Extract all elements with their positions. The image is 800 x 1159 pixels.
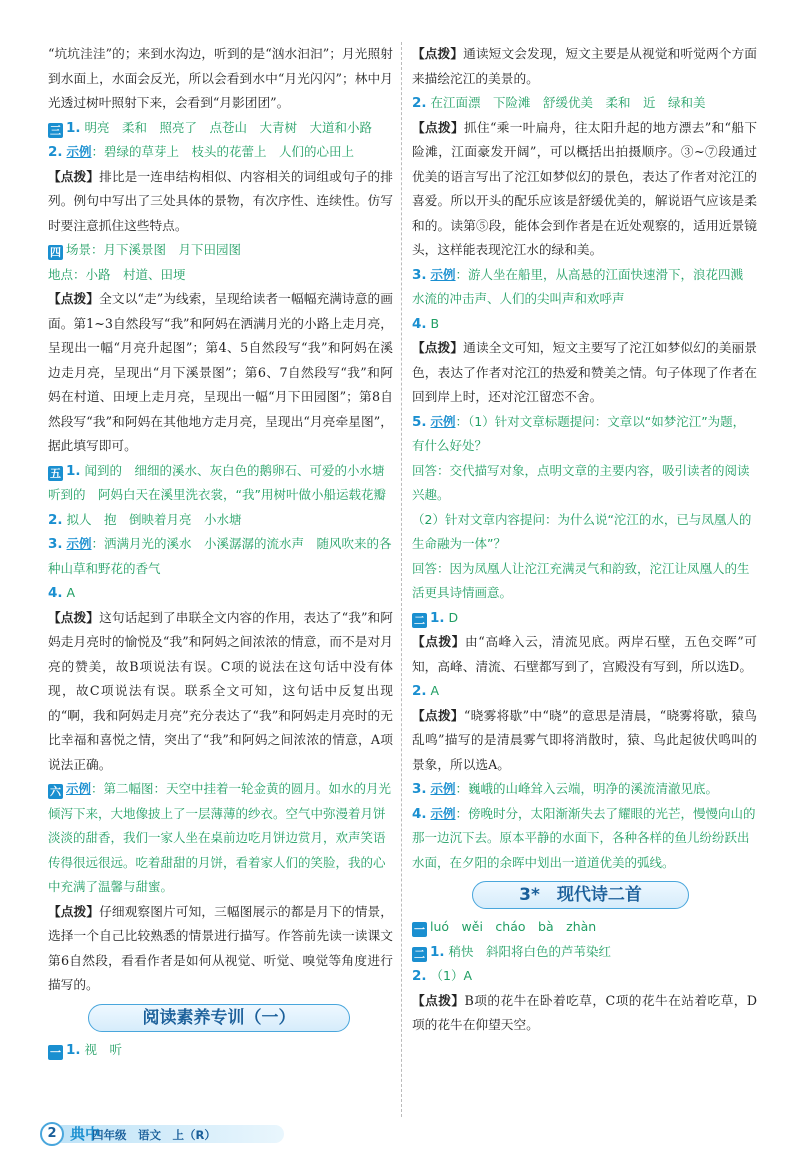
section-title: 3* 现代诗二首 <box>472 881 689 909</box>
page-footer <box>40 1120 290 1146</box>
answer-line <box>412 312 757 337</box>
publisher-logo: 典中 <box>70 1125 101 1143</box>
answer-text: 明亮 柔和 照亮了 点苍山 大青树 大道和小路 <box>84 119 373 135</box>
answer-text: ：第二幅图：天空中挂着一轮金黄的圆月。如水的月光倾泻下来，大地像披上了一层薄薄的纱衣。空气中弥漫着月饼淡淡的甜香，我们一家人坐在桌前边吃月饼边赏月，欢声笑语传得很远很远。吃着甜甜的月饼，看着家人们的笑脸，我的心中充满了温馨与甜蜜。 <box>48 781 392 894</box>
hint-paragraph <box>412 42 757 91</box>
example-label: 示例 <box>430 413 456 429</box>
question-number: 2. <box>412 95 427 111</box>
hint-text: “晓雾将歇”中“晓”的意思是清晨，“晓雾将歇，猿鸟乱鸣”描写的是清晨雾气即将消散时，猿、鸟此起彼伏鸣叫的景象，所以选A。 <box>412 707 757 772</box>
answer-line <box>412 410 757 459</box>
example-label: 示例 <box>66 536 92 551</box>
hint-text: 这句话起到了串联全文内容的作用，表达了“我”和阿妈走月亮时的愉悦及“我”和阿妈之间浓浓的情意，而不是对月亮的赞美，故B项说法有误。C项的说法在这句话中没有体现，故C项说法有误。联系全文可知，这句话中反复出现的“啊，我和阿妈走月亮”充分表达了“我”和阿妈走月亮时的无比幸福和喜悦之情，突出了“我”和阿妈之间浓浓的情意，A项说法正确。 <box>48 609 393 772</box>
section-number-badge: 二 <box>414 947 425 961</box>
hint-text: 通读短文会发现，短文主要是从视觉和听觉两个方面来描绘沱江的美景的。 <box>412 46 757 86</box>
answer-line <box>412 263 757 312</box>
question-number: 1. <box>430 609 445 626</box>
answer-text: ：游人坐在船里，从高悬的江面快速滑下，浪花四溅 水流的冲击声、人们的尖叫声和欢呼声 <box>412 266 756 306</box>
hint-label: 【点拨】 <box>412 707 464 723</box>
answer-line <box>48 508 393 533</box>
example-label: 示例 <box>430 266 456 282</box>
answer-text: 拟人 抱 倒映着月亮 小水塘 <box>66 511 242 527</box>
section-number-badge: 一 <box>50 1045 61 1059</box>
question-number: 1. <box>430 943 445 960</box>
hint-label: 【点拨】 <box>412 46 464 61</box>
left-column <box>48 42 398 1062</box>
answer-text: ：巍峨的山峰耸入云端，明净的溪流清澈见底。 <box>455 781 719 796</box>
answer-text: ：傍晚时分，太阳渐渐失去了耀眼的光芒，慢慢向山的那一边沉下去。原本平静的水面下，各种各样的鱼儿纷纷跃出水面，在夕阳的余晖中划出一道道优美的弧线。 <box>412 805 756 870</box>
question-number: 1. <box>66 462 81 479</box>
answer-text: 闻到的 细细的溪水、灰白色的鹅卵石、可爱的小水塘 听到的 阿妈白天在溪里洗衣裳，“我”用树叶做小船运载花瓣 <box>48 462 398 502</box>
answer-line <box>412 915 757 940</box>
answer-line: 回答：因为凤凰人让沱江充满灵气和韵致，沱江让凤凰人的生活更具诗情画意。 <box>412 560 750 600</box>
answer-text: D <box>448 609 459 625</box>
hint-paragraph <box>48 165 393 239</box>
answer-line <box>48 532 393 581</box>
example-label: 示例 <box>66 781 92 796</box>
question-number: 2. <box>412 968 427 984</box>
question-number: 2. <box>412 683 427 699</box>
hint-paragraph <box>48 287 393 459</box>
hint-text: 排比是一连串结构相似、内容相关的词组或句子的排列。例句中写出了三处具体的景物，有次序性、连续性。仿写时要注意抓住这些特点。 <box>48 168 393 233</box>
answer-line <box>412 964 757 989</box>
section-title: 阅读素养专训（一） <box>88 1004 350 1032</box>
section-number-badge: 二 <box>414 613 425 627</box>
answer-text: 稍快 斜阳将白色的芦苇染红 <box>448 943 612 959</box>
question-number: 4. <box>412 805 427 822</box>
hint-text: 全文以“走”为线索，呈现给读者一幅幅充满诗意的画面。第1~3自然段写“我”和阿妈在洒满月光的小路上走月亮，呈现出一幅“月亮升起图”；第4、5自然段写“我”和阿妈在溪边走月亮，呈现出“月下溪景图”；第6、7自然段写“我”和阿妈在村道、田埂上走月亮，呈现出一幅“月下田园图”；第8自然段写“我”和阿妈在其他地方走月亮，呈现出“月亮牵星图”，据此填写即可。 <box>48 291 393 453</box>
answer-text: ：（1）针对文章标题提问：文章以“如梦沱江”为题，有什么好处？ <box>412 413 746 453</box>
answer-line: （2）针对文章内容提问：为什么说“沱江的水，已与凤凰人的生命融为一体”？ <box>412 511 752 551</box>
answer-text: ：碧绿的草芽上 枝头的花蕾上 人们的心田上 <box>91 144 355 159</box>
example-label: 示例 <box>430 781 456 796</box>
section-number-badge: 六 <box>50 785 61 798</box>
answer-line <box>412 777 757 802</box>
question-number: 3. <box>48 536 63 552</box>
answer-text: B <box>430 315 440 331</box>
hint-paragraph <box>412 704 757 778</box>
hint-text: 仔细观察图片可知，三幅图展示的都是月下的情景，选择一个自己比较熟悉的情景进行描写。作答前先读一读课文第6自然段，看看作者是如何从视觉、听觉、嗅觉等角度进行描写的。 <box>48 903 393 992</box>
hint-paragraph <box>412 336 757 410</box>
question-number: 1. <box>66 119 81 136</box>
hint-text: B项的花牛在卧着吃草，C项的花牛在站着吃草，D项的花牛在仰望天空。 <box>412 992 758 1032</box>
question-number: 2. <box>48 144 63 160</box>
right-column <box>412 42 757 1038</box>
answer-line <box>412 940 757 965</box>
answer-line <box>48 1038 393 1063</box>
hint-text: 通读全文可知，短文主要写了沱江如梦似幻的美丽景色，表达了作者对沱江的热爱和赞美之情。句子体现了作者在回到岸上时，还对沱江留恋不舍。 <box>412 340 757 404</box>
hint-label: 【点拨】 <box>48 291 100 306</box>
answer-line: 回答：交代描写对象，点明文章的主要内容，吸引读者的阅读兴趣。 <box>412 462 750 502</box>
question-number: 2. <box>48 511 63 528</box>
answer-line <box>48 140 393 165</box>
section-number-badge: 三 <box>50 123 61 137</box>
hint-paragraph <box>48 900 393 998</box>
page-number: 2 <box>40 1122 64 1146</box>
answer-line <box>48 777 393 900</box>
answer-line <box>48 238 393 263</box>
answer-text: A <box>66 585 76 600</box>
answer-line <box>412 91 757 116</box>
hint-label: 【点拨】 <box>48 168 100 184</box>
section-number-badge: 五 <box>50 466 61 480</box>
answer-text: 视 听 <box>84 1041 123 1057</box>
hint-paragraph <box>48 606 393 778</box>
answer-text: ：洒满月光的溪水 小溪潺潺的流水声 随风吹来的各种山草和野花的香气 <box>48 536 392 576</box>
answer-text: （1）A <box>430 968 473 983</box>
answer-line <box>48 116 393 141</box>
question-number: 3. <box>412 266 427 283</box>
example-label: 示例 <box>66 144 92 159</box>
example-label: 示例 <box>430 805 456 821</box>
answer-line: 地点：小路 村道、田埂 <box>48 266 186 282</box>
hint-paragraph <box>412 989 757 1038</box>
question-number: 5. <box>412 413 427 430</box>
section-number-badge: 四 <box>50 246 61 259</box>
hint-paragraph <box>412 116 757 263</box>
answer-text: luó wěi cháo bà zhàn <box>430 919 597 934</box>
answer-line <box>48 581 393 606</box>
book-info: 四年级 语文 上（R） <box>92 1128 216 1142</box>
hint-label: 【点拨】 <box>412 992 465 1008</box>
hint-label: 【点拨】 <box>48 903 100 919</box>
hint-label: 【点拨】 <box>412 340 464 355</box>
question-number: 3. <box>412 781 427 797</box>
column-divider <box>401 42 402 1117</box>
hint-paragraph <box>412 630 757 679</box>
answer-line <box>412 606 757 631</box>
answer-line <box>412 802 757 876</box>
question-number: 4. <box>412 315 427 332</box>
hint-label: 【点拨】 <box>412 119 464 135</box>
answer-text: 场景：月下溪景图 月下田园图 <box>66 242 242 257</box>
answer-text: A <box>430 683 440 698</box>
question-number: 4. <box>48 585 63 601</box>
hint-label: 【点拨】 <box>412 634 466 649</box>
hint-label: 【点拨】 <box>48 609 100 625</box>
question-number: 1. <box>66 1041 81 1058</box>
hint-text: 抓住“乘一叶扁舟，往太阳升起的地方漂去”和“船下险滩，江面豪发开阔”，可以概括出拍摄顺序。③~⑦段通过优美的语言写出了沱江如梦似幻的景色，表达了作者对沱江的喜爱。所以开头的配乐应该是舒缓优美的，解说语气应该是柔和的。读第⑤段，能体会到作者是在近处观察的，适用近景镜头，这样能表现沱江水的绿和美。 <box>412 119 758 257</box>
hint-text: 由“高峰入云，清流见底。两岸石壁，五色交晖”可知，高峰、清流、石壁都写到了，宫殿没有写到，所以选D。 <box>412 634 757 674</box>
answer-line <box>412 679 757 704</box>
section-number-badge: 一 <box>414 923 425 936</box>
answer-text: 在江面漂 下险滩 舒缓优美 柔和 近 绿和美 <box>430 95 706 110</box>
answer-line <box>48 459 398 508</box>
paragraph: “坑坑洼洼”的；来到水沟边，听到的是“汹水汩汩”；月光照射到水面上，水面会反光，所以会看到水中“月光闪闪”；林中月光透过树叶照射下来，会看到“月影团团”。 <box>48 46 393 110</box>
